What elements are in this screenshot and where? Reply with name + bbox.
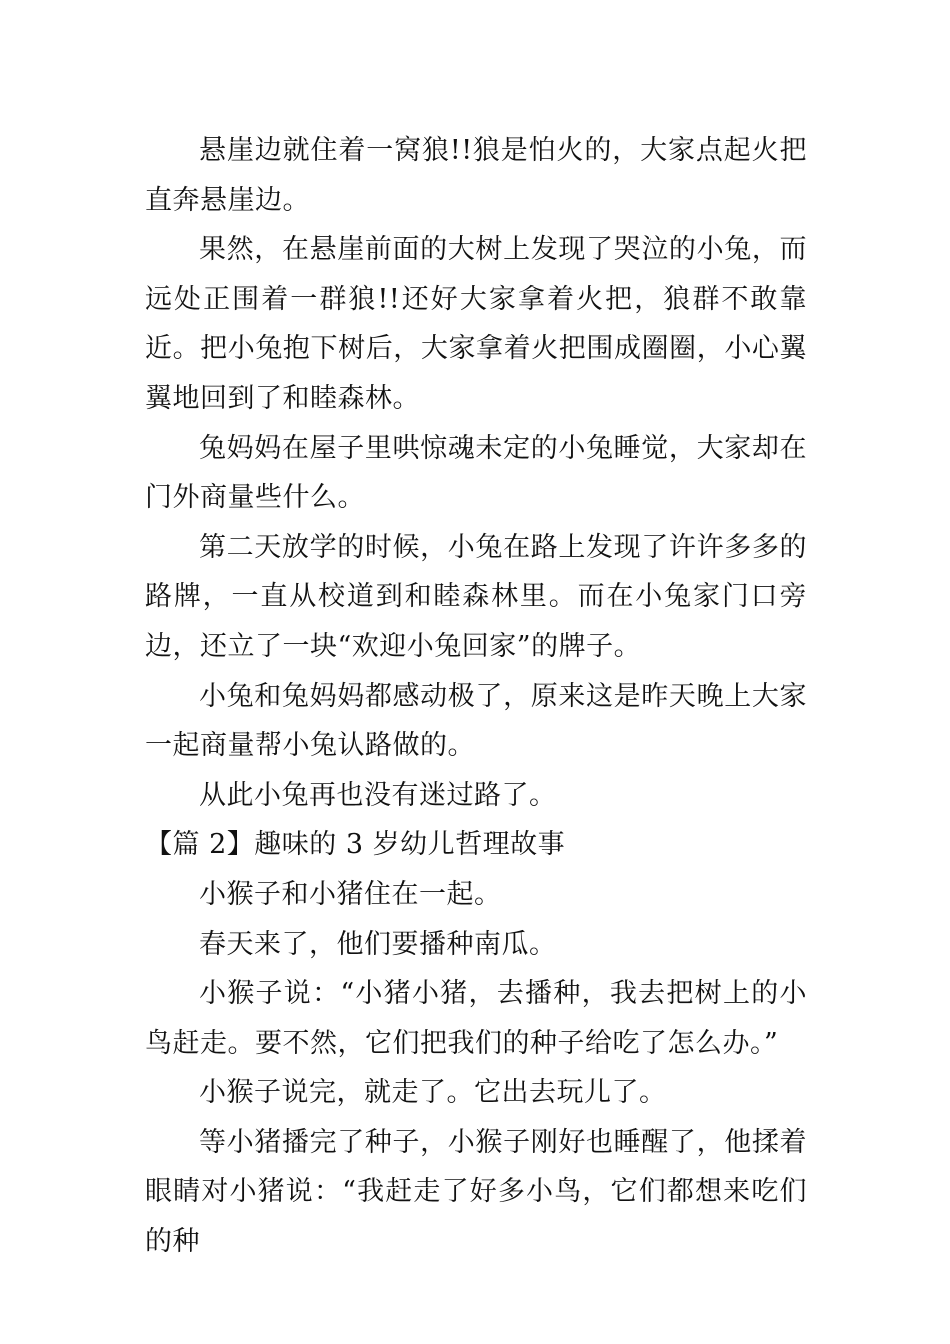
paragraph: 第二天放学的时候，小兔在路上发现了许许多多的路牌，一直从校道到和睦森林里。而在小兔家门口旁边，还立了一块“欢迎小兔回家”的牌子。 xyxy=(145,531,807,662)
section-heading: 【篇 2】趣味的 3 岁幼儿哲理故事 xyxy=(145,829,566,861)
paragraph: 小猴子说：“小猪小猪，去播种，我去把树上的小鸟赶走。要不然，它们把我们的种子给吃了怎么办。” xyxy=(145,978,807,1059)
paragraph: 兔妈妈在屋子里哄惊魂未定的小兔睡觉，大家却在门外商量些什么。 xyxy=(145,432,807,514)
paragraph: 悬崖边就住着一窝狼!!狼是怕火的，大家点起火把直奔悬崖边。 xyxy=(145,135,807,216)
paragraph: 春天来了，他们要播种南瓜。 xyxy=(199,928,557,960)
paragraph: 小猴子说完，就走了。它出去玩儿了。 xyxy=(199,1077,667,1109)
paragraph: 小猴子和小猪住在一起。 xyxy=(199,878,502,910)
paragraph: 果然，在悬崖前面的大树上发现了哭泣的小兔，而远处正围着一群狼!!还好大家拿着火把，狼群不敢靠近。把小兔抱下树后，大家拿着火把围成圈圈，小心翼翼地回到了和睦森林。 xyxy=(145,234,807,414)
paragraph: 从此小兔再也没有迷过路了。 xyxy=(199,779,557,811)
document-body xyxy=(145,126,807,1267)
paragraph: 小兔和兔妈妈都感动极了，原来这是昨天晚上大家一起商量帮小兔认路做的。 xyxy=(145,680,807,762)
paragraph: 等小猪播完了种子，小猴子刚好也睡醒了，他揉着眼睛对小猪说：“我赶走了好多小鸟，它们都想来吃们的种 xyxy=(145,1126,807,1258)
